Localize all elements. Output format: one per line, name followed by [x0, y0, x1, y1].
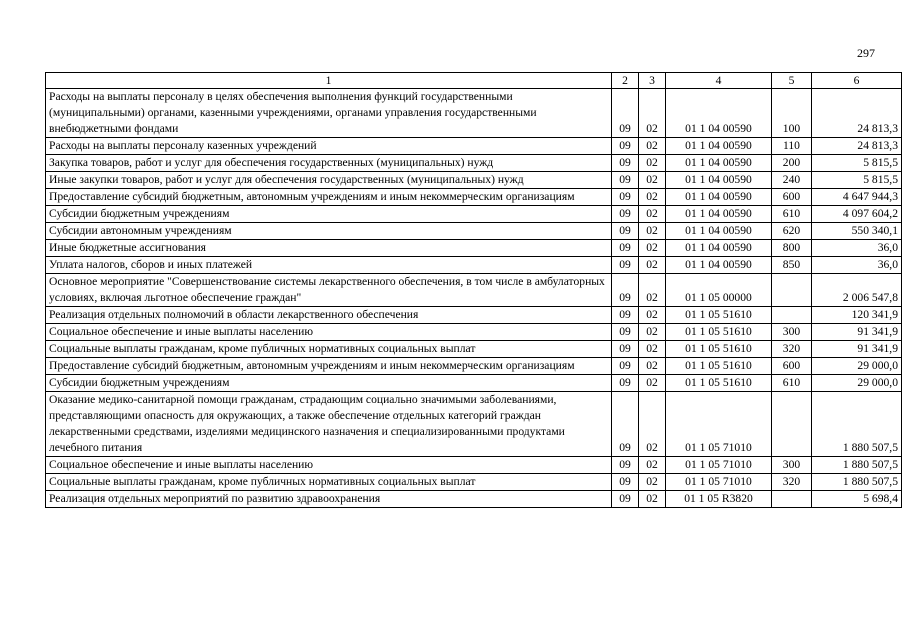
table-row — [46, 474, 902, 491]
row-amount: 36,0 — [812, 240, 902, 257]
row-section: 09 — [612, 89, 639, 138]
header-col-3: 3 — [639, 73, 666, 89]
row-target-article: 01 1 04 00590 — [666, 172, 772, 189]
header-col-1: 1 — [46, 73, 612, 89]
row-amount: 1 880 507,5 — [812, 474, 902, 491]
table-row — [46, 138, 902, 155]
row-amount: 550 340,1 — [812, 223, 902, 240]
table-row — [46, 240, 902, 257]
row-expense-type: 110 — [772, 138, 812, 155]
row-name: Реализация отдельных полномочий в области лекарственного обеспечения — [46, 307, 612, 324]
row-target-article: 01 1 05 51610 — [666, 358, 772, 375]
row-target-article: 01 1 05 R3820 — [666, 491, 772, 508]
table-row — [46, 172, 902, 189]
header-col-4: 4 — [666, 73, 772, 89]
row-section: 09 — [612, 172, 639, 189]
row-target-article: 01 1 04 00590 — [666, 189, 772, 206]
row-subsection: 02 — [639, 392, 666, 457]
row-expense-type: 200 — [772, 155, 812, 172]
row-name: Субсидии бюджетным учреждениям — [46, 375, 612, 392]
row-subsection: 02 — [639, 89, 666, 138]
row-name: Иные закупки товаров, работ и услуг для обеспечения государственных (муниципальных) нужд — [46, 172, 612, 189]
row-target-article: 01 1 04 00590 — [666, 223, 772, 240]
row-subsection: 02 — [639, 491, 666, 508]
row-expense-type: 610 — [772, 206, 812, 223]
row-section: 09 — [612, 474, 639, 491]
row-expense-type — [772, 307, 812, 324]
page-number: 297 — [857, 46, 875, 60]
row-expense-type: 600 — [772, 189, 812, 206]
row-subsection: 02 — [639, 274, 666, 307]
row-amount: 1 880 507,5 — [812, 457, 902, 474]
row-amount: 29 000,0 — [812, 358, 902, 375]
table-row — [46, 257, 902, 274]
row-amount: 4 097 604,2 — [812, 206, 902, 223]
row-amount: 2 006 547,8 — [812, 274, 902, 307]
row-amount: 36,0 — [812, 257, 902, 274]
row-section: 09 — [612, 155, 639, 172]
row-section: 09 — [612, 223, 639, 240]
table-row — [46, 89, 902, 138]
row-subsection: 02 — [639, 206, 666, 223]
table-row — [46, 189, 902, 206]
row-section: 09 — [612, 341, 639, 358]
table-row — [46, 155, 902, 172]
row-expense-type: 620 — [772, 223, 812, 240]
header-col-6: 6 — [812, 73, 902, 89]
row-target-article: 01 1 05 51610 — [666, 324, 772, 341]
table-row — [46, 324, 902, 341]
row-amount: 5 815,5 — [812, 172, 902, 189]
table-row — [46, 341, 902, 358]
row-expense-type: 600 — [772, 358, 812, 375]
row-target-article: 01 1 05 71010 — [666, 392, 772, 457]
table-row — [46, 457, 902, 474]
table-row — [46, 206, 902, 223]
row-name: Субсидии бюджетным учреждениям — [46, 206, 612, 223]
row-target-article: 01 1 04 00590 — [666, 206, 772, 223]
row-amount: 120 341,9 — [812, 307, 902, 324]
row-name: Социальные выплаты гражданам, кроме публичных нормативных социальных выплат — [46, 341, 612, 358]
row-amount: 24 813,3 — [812, 89, 902, 138]
row-amount: 24 813,3 — [812, 138, 902, 155]
row-section: 09 — [612, 358, 639, 375]
row-amount: 4 647 944,3 — [812, 189, 902, 206]
row-expense-type: 610 — [772, 375, 812, 392]
table-row — [46, 375, 902, 392]
row-subsection: 02 — [639, 155, 666, 172]
row-section: 09 — [612, 392, 639, 457]
row-subsection: 02 — [639, 223, 666, 240]
row-name: Субсидии автономным учреждениям — [46, 223, 612, 240]
row-expense-type — [772, 491, 812, 508]
row-target-article: 01 1 05 51610 — [666, 341, 772, 358]
row-subsection: 02 — [639, 341, 666, 358]
row-section: 09 — [612, 240, 639, 257]
table-row — [46, 392, 902, 457]
row-name: Социальное обеспечение и иные выплаты населению — [46, 457, 612, 474]
row-name: Основное мероприятие "Совершенствование системы лекарственного обеспечения, в том числе в амбулаторных условиях, включая льготное обеспечение граждан" — [46, 274, 612, 307]
row-section: 09 — [612, 491, 639, 508]
row-target-article: 01 1 05 51610 — [666, 375, 772, 392]
row-name: Реализация отдельных мероприятий по развитию здравоохранения — [46, 491, 612, 508]
row-section: 09 — [612, 307, 639, 324]
header-row — [46, 73, 902, 89]
row-amount: 91 341,9 — [812, 324, 902, 341]
row-expense-type — [772, 274, 812, 307]
row-amount: 91 341,9 — [812, 341, 902, 358]
row-amount: 5 815,5 — [812, 155, 902, 172]
table-row — [46, 307, 902, 324]
row-target-article: 01 1 04 00590 — [666, 257, 772, 274]
row-name: Закупка товаров, работ и услуг для обеспечения государственных (муниципальных) нужд — [46, 155, 612, 172]
row-target-article: 01 1 04 00590 — [666, 155, 772, 172]
row-target-article: 01 1 04 00590 — [666, 89, 772, 138]
row-section: 09 — [612, 257, 639, 274]
row-subsection: 02 — [639, 474, 666, 491]
row-subsection: 02 — [639, 358, 666, 375]
row-section: 09 — [612, 324, 639, 341]
row-amount: 1 880 507,5 — [812, 392, 902, 457]
row-expense-type: 320 — [772, 474, 812, 491]
row-expense-type — [772, 392, 812, 457]
row-name: Оказание медико-санитарной помощи гражданам, страдающим социально значимыми заболеваниями, представляющими опасность для окружающих, а также обеспечение отдельных категорий граждан лекарственными средствами, изделиями медицинского назначения и специализированными продуктами лечебного питания — [46, 392, 612, 457]
row-subsection: 02 — [639, 307, 666, 324]
row-target-article: 01 1 05 00000 — [666, 274, 772, 307]
table-row — [46, 274, 902, 307]
row-name: Расходы на выплаты персоналу в целях обеспечения выполнения функций государственными (муниципальными) органами, казенными учреждениями, органами управления государственными внебюджетными фондами — [46, 89, 612, 138]
header-col-2: 2 — [612, 73, 639, 89]
row-expense-type: 320 — [772, 341, 812, 358]
row-target-article: 01 1 05 51610 — [666, 307, 772, 324]
row-name: Социальное обеспечение и иные выплаты населению — [46, 324, 612, 341]
row-subsection: 02 — [639, 257, 666, 274]
row-name: Уплата налогов, сборов и иных платежей — [46, 257, 612, 274]
row-expense-type: 100 — [772, 89, 812, 138]
row-section: 09 — [612, 375, 639, 392]
row-expense-type: 800 — [772, 240, 812, 257]
row-target-article: 01 1 04 00590 — [666, 240, 772, 257]
row-amount: 29 000,0 — [812, 375, 902, 392]
row-expense-type: 300 — [772, 457, 812, 474]
row-name: Предоставление субсидий бюджетным, автономным учреждениям и иным некоммерческим организациям — [46, 358, 612, 375]
row-expense-type: 850 — [772, 257, 812, 274]
row-amount: 5 698,4 — [812, 491, 902, 508]
row-subsection: 02 — [639, 138, 666, 155]
row-subsection: 02 — [639, 172, 666, 189]
row-section: 09 — [612, 274, 639, 307]
row-expense-type: 240 — [772, 172, 812, 189]
table-row — [46, 223, 902, 240]
row-name: Предоставление субсидий бюджетным, автономным учреждениям и иным некоммерческим организациям — [46, 189, 612, 206]
row-section: 09 — [612, 189, 639, 206]
row-subsection: 02 — [639, 189, 666, 206]
row-section: 09 — [612, 206, 639, 223]
row-subsection: 02 — [639, 375, 666, 392]
row-subsection: 02 — [639, 324, 666, 341]
row-name: Иные бюджетные ассигнования — [46, 240, 612, 257]
row-name: Расходы на выплаты персоналу казенных учреждений — [46, 138, 612, 155]
row-subsection: 02 — [639, 240, 666, 257]
row-name: Социальные выплаты гражданам, кроме публичных нормативных социальных выплат — [46, 474, 612, 491]
row-section: 09 — [612, 457, 639, 474]
table-row — [46, 358, 902, 375]
row-target-article: 01 1 04 00590 — [666, 138, 772, 155]
budget-table — [45, 72, 902, 508]
row-target-article: 01 1 05 71010 — [666, 474, 772, 491]
row-subsection: 02 — [639, 457, 666, 474]
table-row — [46, 491, 902, 508]
header-col-5: 5 — [772, 73, 812, 89]
row-expense-type: 300 — [772, 324, 812, 341]
row-target-article: 01 1 05 71010 — [666, 457, 772, 474]
row-section: 09 — [612, 138, 639, 155]
